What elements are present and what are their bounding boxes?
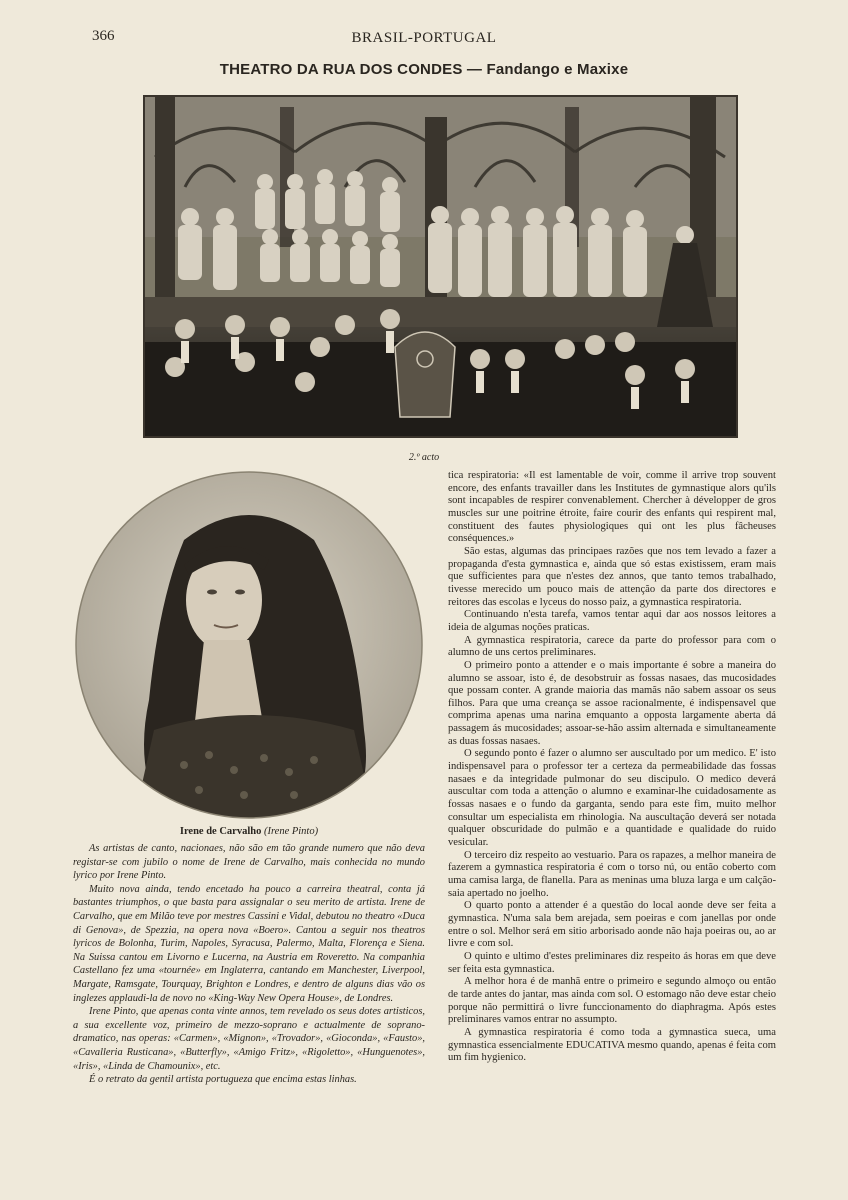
article-paragraph: A gymnastica respiratoria é como toda a gymnastica sueca, uma gymnastica essencialmente EDUCATIVA mesmo quando, apenas é feita com um fim hygienico. — [448, 1026, 776, 1064]
portrait-caption — [74, 826, 424, 837]
publication-title: BRASIL-PORTUGAL — [351, 30, 497, 46]
article-paragraph: tica respiratoria: «Il est lamentable de voir, comme il arrive trop souvent encore, des enfants travailler dans les Institutes de gymnastique alors qu'ils sont incapables de respirer convenablement. Chercher à développer de gros muscles sur une poitrine étroite, faire courir des enfants qui respirent mal, constituent des fautes physiologiques qui ont les plus fâcheuses conséquences.» — [448, 470, 776, 545]
portrait-illustration — [74, 470, 424, 820]
biography-paragraph: É o retrato da gentil artista portugueza que encima estas linhas. — [89, 1074, 357, 1086]
article-paragraph: O quarto ponto a attender é a questão do local aonde deve ser feita a gymnastica. N'uma sala bem arejada, sem poeiras e com janellas por onde entre o sol. Melhor será em sitio arborisado aonde não haja poeiras ou, ao ar livre e com sol. — [448, 900, 776, 950]
portrait-credit: (Irene Pinto) — [263, 826, 319, 837]
gymnastics-article-column — [448, 470, 776, 1065]
biography-paragraph: As artistas de canto, nacionaes, não são em tão grande numero que não deva registar-se com jubilo o nome de Irene de Carvalho, mais conhecida no mundo lyrico por Irene Pinto. — [73, 843, 425, 882]
article-paragraph: São estas, algumas das principaes razões que nos tem levado a fazer a propaganda d'esta gymnastica e, ainda que só estas existissem, eram mais que sufficientes para que n'estes dez annos, que tanto temos trabalhado, tivesse merecido um pouco mais de attenção da parte dos directores e reitores das escolas e lyceus do nosso paiz, a gymnastica respiratoria. — [448, 545, 776, 608]
article-paragraph: O segundo ponto é fazer o alumno ser auscultado por um medico. E' isto indispensavel para o professor ter a certeza da permeabilidade das fossas nasaes e da integridade pulmonar do seu discipulo. O medico deverá auscultar com toda a attenção o alumno e examinar-lhe cuidadosamente as fossas nasaes e o fundo da garganta, sendo para este fim, muito melhor consultar um especialista em rhinologia. Na auscultação deverá ser notada qualquer obscuridade do pulmão e a quantidade e qualidade do ruido vesicular. — [448, 748, 776, 849]
article-paragraph: O quinto e ultimo d'estes preliminares diz respeito ás horas em que deve ser feita esta gymnastica. — [448, 950, 776, 975]
article-paragraph: A gymnastica respiratoria, carece da parte do professor para com o alumno de uns certos preliminares. — [448, 634, 776, 659]
biography-paragraph: Muito nova ainda, tendo encetado ha pouco a carreira theatral, conta já bastantes triumphos, o que basta para assignalar o seu merito de artista. Irene de Carvalho, que em Milão teve por mestres Cassini e Vidal, debutou no theatro «Duca di Genova», de Spezzia, na opera nova «Boero». Cantou a seguir nos theatros lyricos de Bolonha, Turim, Napoles, Syracusa, Palermo, Malta, Florença e Siena. Na Suissa cantou em Livorno e Lucerna, na Austria em Roveretto. Na companhia Castellano fez uma «tournée» em Inglaterra, cantando em Manchester, Liverpool, Margate, Ramsgate, Tourquay, Brighton e Londres, e dentro de alguns dias vão os inglezes applaudi-la de novo no «King-Way New Opera House», de Londres. — [73, 883, 425, 1004]
article-paragraph: O primeiro ponto a attender e o mais importante é sobre a maneira do alumno se assoar, isto é, de desobstruir as fossas nasaes, das mucosidades que possam conter. A grande maioria das mamãs não sabem assoar os seus filhos. Para que uma creança se assoe racionalmente, é indispensavel que comprima apenas uma narina emquanto a opposta largamente aberta dá passagem ás mucosidades; assoar-se-hão assim alternada e simultaneamente as duas fossas nasaes. — [448, 659, 776, 747]
theatre-cast-photo — [143, 95, 738, 438]
article-title: THEATRO DA RUA DOS CONDES — Fandango e Maxixe — [219, 61, 629, 78]
article-paragraph: A melhor hora é de manhã entre o primeiro e segundo almoço ou então de tarde antes do jantar, mas ainda com sol. O estomago não deve estar cheio porque não permittirá o livre funccionamento do diaphragma. Após estes preliminares vamos entrar no assumpto. — [448, 976, 776, 1026]
page-number: 366 — [92, 28, 115, 44]
article-paragraph: O terceiro diz respeito ao vestuario. Para os rapazes, a melhor maneira de fazerem a gymnastica respiratoria é com o torso nú, ou então coberto com uma camisa larga, de flanella. Para as meninas uma bluza larga e um calção-saia apertado no joelho. — [448, 849, 776, 899]
biography-paragraph: Irene Pinto, que apenas conta vinte annos, tem revelado os seus dotes artisticos, a sua excellente voz, primeiro de mezzo-soprano e actualmente de soprano-dramatico, nas operas: «Carmen», «Mignon», «Trovador», «Gioconda», «Fausto», «Cavalleria Rusticana», «Butterfly», «Amigo Fritz», «Rigoletto», «Hunguenotes», «Iris», «Linda de Chamounix», etc. — [73, 1006, 425, 1072]
theatre-cast-illustration — [145, 97, 736, 436]
article-paragraph: Continuando n'esta tarefa, vamos tentar aqui dar aos nossos leitores a ideia de algumas noções praticas. — [448, 609, 776, 633]
photo-caption: 2.º acto — [408, 452, 440, 463]
portrait-name: Irene de Carvalho — [179, 826, 262, 837]
portrait-photo — [74, 470, 424, 820]
biography-column — [73, 842, 425, 1087]
